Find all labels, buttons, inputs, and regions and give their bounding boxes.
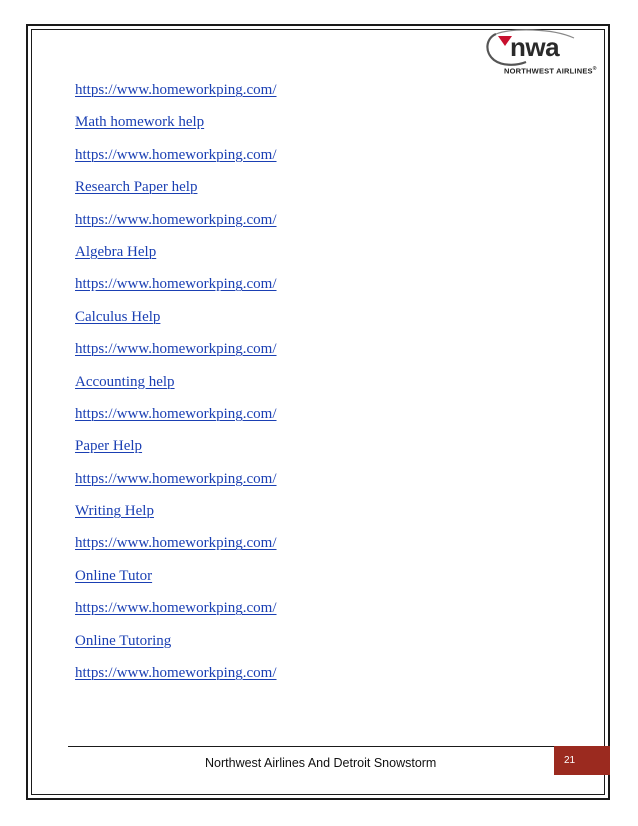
list-item [75,274,277,306]
link[interactable]: Online Tutoring [75,632,172,649]
link[interactable]: https://www.homeworkping.com/ [75,211,277,228]
link[interactable]: Paper Help [75,438,143,455]
list-item [75,372,277,404]
list-item [75,339,277,371]
logo-wordmark: nwa [510,32,560,62]
list-item [75,404,277,436]
list-item [75,177,277,209]
link[interactable]: Online Tutor [75,567,153,584]
list-item [75,80,277,112]
link[interactable]: Math homework help [75,114,205,131]
link[interactable]: Algebra Help [75,243,157,260]
link[interactable]: Calculus Help [75,308,161,325]
list-item [75,533,277,565]
link[interactable]: https://www.homeworkping.com/ [75,470,277,487]
list-item [75,663,277,695]
list-item [75,631,277,663]
logo-registered-mark: ® [592,66,597,72]
footer-rule [68,746,556,747]
link[interactable]: Accounting help [75,373,175,390]
link[interactable]: https://www.homeworkping.com/ [75,535,277,552]
list-item [75,436,277,468]
list-item [75,501,277,533]
link[interactable]: https://www.homeworkping.com/ [75,665,277,682]
list-item [75,566,277,598]
list-item [75,307,277,339]
nwa-logo [474,28,614,82]
link-list [75,80,277,695]
footer-title: Northwest Airlines And Detroit Snowstorm [205,756,437,770]
logo-airline-name-text: NORTHWEST AIRLINES [504,66,593,76]
list-item [75,145,277,177]
link[interactable]: https://www.homeworkping.com/ [75,82,277,98]
list-item [75,210,277,242]
list-item [75,112,277,144]
list-item [75,242,277,274]
link[interactable]: https://www.homeworkping.com/ [75,341,277,358]
page-number: 21 [554,746,610,775]
link[interactable]: Writing Help [75,503,154,520]
list-item [75,469,277,501]
logo-airline-name [504,66,597,76]
list-item [75,598,277,630]
link[interactable]: https://www.homeworkping.com/ [75,146,277,163]
link[interactable]: Research Paper help [75,179,198,196]
link[interactable]: https://www.homeworkping.com/ [75,405,277,422]
link[interactable]: https://www.homeworkping.com/ [75,600,277,617]
link[interactable]: https://www.homeworkping.com/ [75,276,277,293]
